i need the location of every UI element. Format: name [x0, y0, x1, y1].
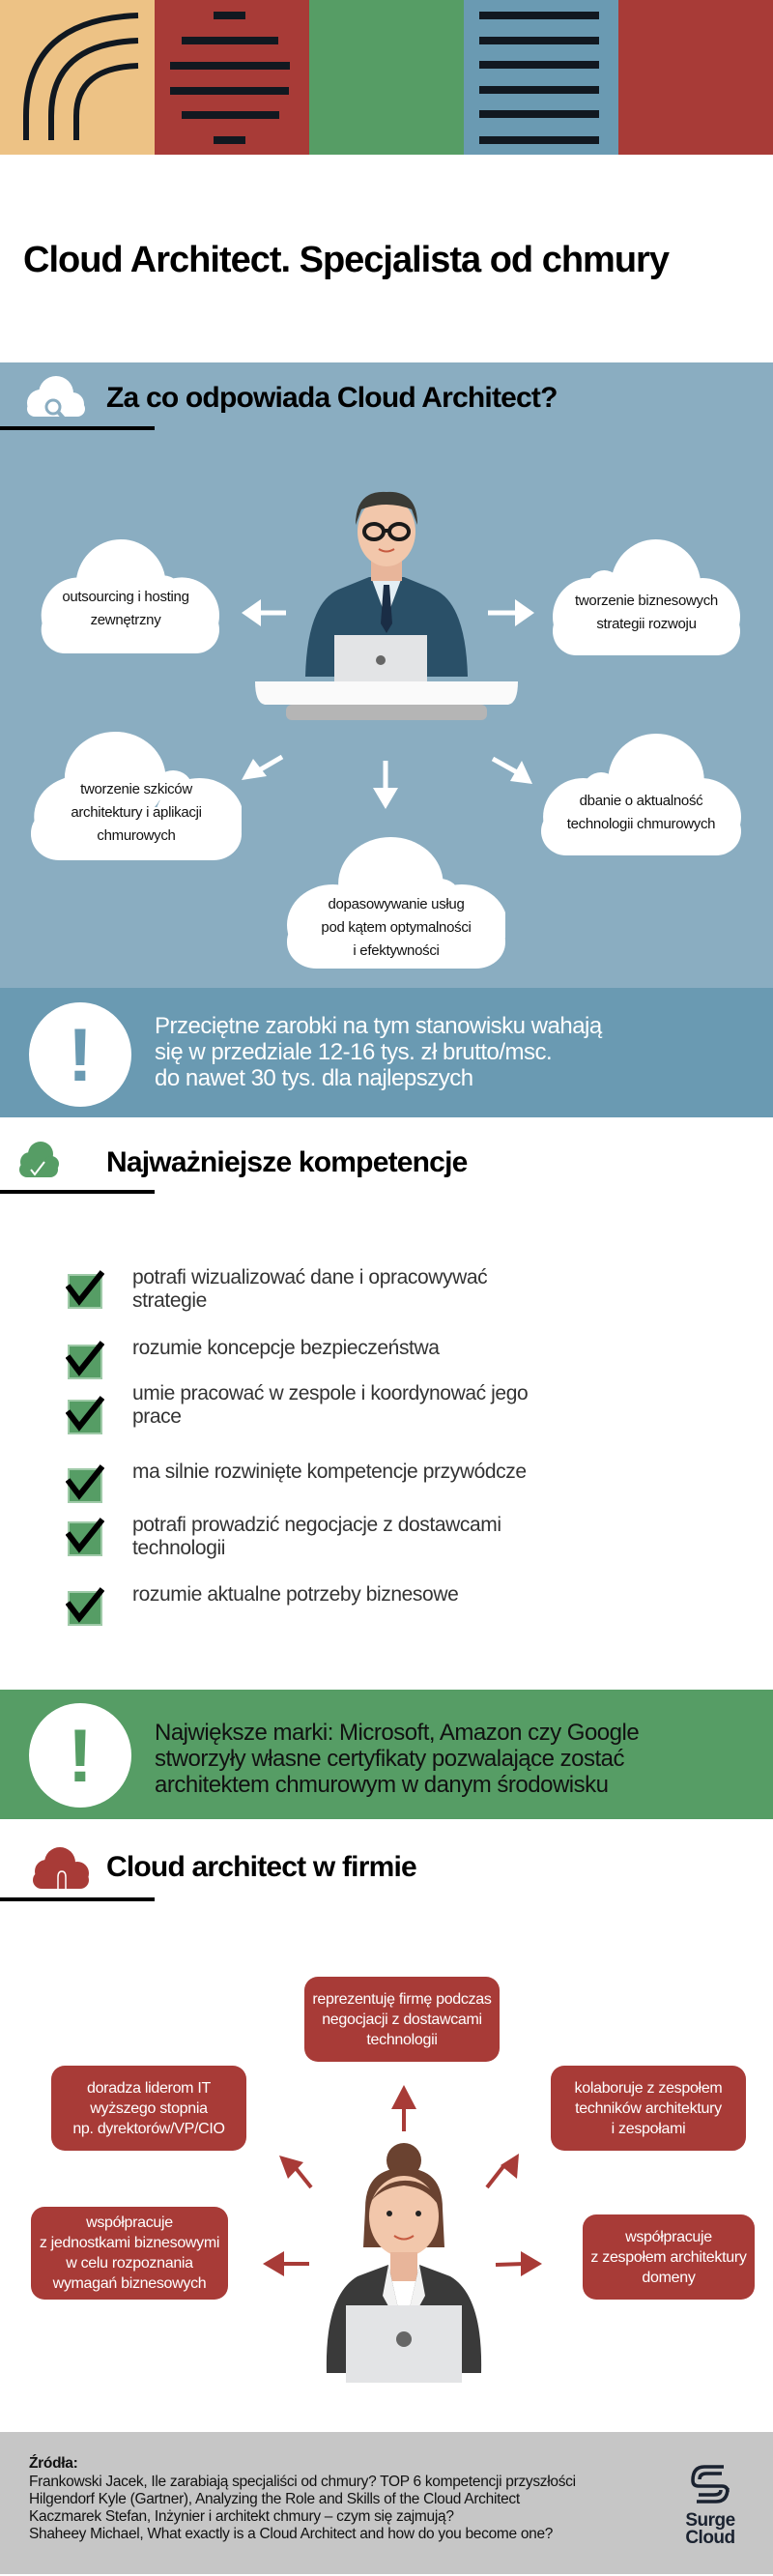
logo-text: Surge Cloud	[685, 2510, 735, 2548]
cloud-responsibility	[553, 539, 740, 655]
arcs-icon	[0, 0, 155, 155]
list-item	[66, 1382, 742, 1431]
arrow-down-icon	[373, 761, 398, 809]
list-item	[66, 1514, 742, 1562]
list-item	[66, 1266, 742, 1315]
banner-green	[309, 0, 464, 155]
salary-text: Przeciętne zarobki na tym stanowisku wahają się w przedziale 12-16 tys. zł brutto/msc. do nawet 30 tys. dla najlepszych	[155, 1013, 602, 1091]
role-box: doradza liderom IT wyższego stopnia np. dyrektorów/VP/CIO	[51, 2066, 246, 2151]
checkbox-checked-icon	[66, 1396, 104, 1434]
sources-footer	[0, 2432, 773, 2574]
salary-note	[0, 988, 773, 1117]
item-text: potrafi prowadzić negocjacje z dostawcami technologii	[132, 1514, 501, 1559]
source-item: Frankowski Jacek, Ile zarabiają specjaliści od chmury? TOP 6 kompetencji przyszłości	[29, 2474, 576, 2490]
sources-heading: Źródła:	[29, 2455, 78, 2472]
exclamation-icon: !	[29, 1703, 131, 1808]
checkbox-checked-icon	[66, 1341, 104, 1379]
item-text: potrafi wizualizować dane i opracowywać strategie	[132, 1266, 488, 1312]
cloud-responsibility	[31, 730, 242, 860]
cloud-text: dbanie o aktualność technologii chmurowych	[566, 793, 716, 832]
checkbox-checked-icon	[66, 1464, 104, 1503]
arrow-up-icon	[391, 2085, 416, 2131]
arrow-down-right-icon	[493, 759, 532, 784]
list-item	[66, 1461, 742, 1509]
cloud-responsibility	[32, 539, 219, 653]
source-item: Hilgendorf Kyle (Gartner), Analyzing the Role and Skills of the Cloud Architect	[29, 2491, 520, 2507]
brands-note	[0, 1690, 773, 1819]
cloud-check-icon	[17, 1141, 60, 1179]
item-text: rozumie aktualne potrzeby biznesowe	[132, 1583, 459, 1606]
section-title: Cloud architect w firmie	[106, 1851, 416, 1883]
cloud-responsibility	[287, 833, 505, 969]
role-box: reprezentuję firmę podczas negocjacji z dostawcami technologii	[304, 1977, 500, 2062]
banner-red-lines	[155, 0, 309, 155]
source-item: Kaczmarek Stefan, Inżynier i architekt chmury – czym się zajmują?	[29, 2508, 454, 2525]
page-title: Cloud Architect. Specjalista od chmury	[23, 240, 669, 280]
banner-blue-lines	[464, 0, 618, 155]
brands-text: Największe marki: Microsoft, Amazon czy Google stworzyły własne certyfikaty pozwalające zostać architektem chmurowym w danym środowisku	[155, 1720, 640, 1798]
section-title: Za co odpowiada Cloud Architect?	[106, 382, 558, 414]
section-underline	[0, 1190, 155, 1194]
item-text: ma silnie rozwinięte kompetencje przywódcze	[132, 1461, 527, 1483]
role-box: kolaboruje z zespołem techników architektury i zespołami	[551, 2066, 746, 2151]
item-text: umie pracować w zespole i koordynować jego prace	[132, 1382, 529, 1428]
cloud-responsibility	[541, 732, 741, 855]
cloud-text: outsourcing i hosting zewnętrzny	[62, 589, 189, 628]
source-item: Shaheey Michael, What exactly is a Cloud Architect and how do you become one?	[29, 2526, 554, 2542]
section-title: Najważniejsze kompetencje	[106, 1146, 468, 1178]
cloud-text: tworzenie biznesowych strategii rozwoju	[575, 593, 718, 632]
checkbox-checked-icon	[66, 1270, 104, 1309]
cloud-person-icon	[29, 1846, 93, 1891]
surge-cloud-logo	[676, 2461, 744, 2547]
arrow-up-left-icon	[279, 2156, 311, 2187]
list-item	[66, 1583, 742, 1632]
arrow-right-icon	[488, 599, 534, 626]
exclamation-icon: !	[29, 1002, 131, 1107]
cloud-text: dopasowywanie usług pod kątem optymalności i efektywności	[321, 896, 472, 959]
cloud-text: tworzenie szkiców architektury i aplikacji chmurowych	[71, 781, 202, 844]
surge-cloud-logo-icon	[687, 2461, 733, 2507]
checkbox-checked-icon	[66, 1518, 104, 1556]
item-text: rozumie koncepcje bezpieczeństwa	[132, 1337, 440, 1359]
arrow-right-icon	[496, 2251, 542, 2276]
arrow-left-icon	[242, 599, 286, 626]
role-box: współpracuje z zespołem architektury domeny	[583, 2214, 755, 2300]
responsibilities-section	[0, 362, 773, 988]
arrow-down-left-icon	[242, 757, 282, 780]
banner-red	[618, 0, 773, 155]
role-box: współpracuje z jednostkami biznesowymi w celu rozpoznania wymagań biznesowych	[31, 2207, 228, 2300]
architect-woman-illustration	[319, 2141, 493, 2383]
checkbox-checked-icon	[66, 1587, 104, 1626]
arrow-left-icon	[263, 2251, 309, 2276]
list-item	[66, 1337, 742, 1385]
banner-tan	[0, 0, 155, 155]
